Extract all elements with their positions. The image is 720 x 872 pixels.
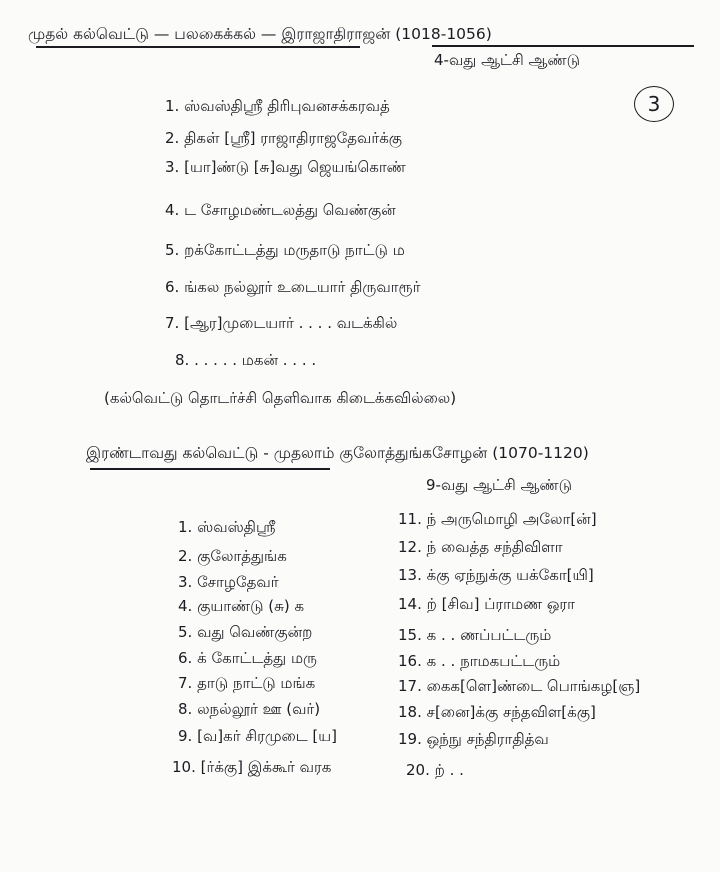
inscription-line: 1. ஸ்வஸ்திஸ்ரீ	[178, 518, 276, 536]
inscription-line: 9. [வ]கர் சிரமுடை [ய]	[178, 727, 337, 745]
first-inscription-note: (கல்வெட்டு தொடர்ச்சி தெளிவாக கிடைக்கவில்லை)	[104, 389, 457, 407]
inscription-line: 16. க . . நாமகபட்டரும்	[398, 652, 561, 670]
inscription-line: 20. ற் . .	[406, 761, 464, 779]
title-underline	[90, 468, 330, 470]
inscription-line: 15. க . . ணப்பட்டரும்	[398, 626, 552, 644]
inscription-line: 7. தாடு நாட்டு மங்க	[178, 674, 316, 692]
first-inscription-subtitle: 4-வது ஆட்சி ஆண்டு	[434, 51, 580, 69]
inscription-line: 2. திகள் [ஸ்ரீ] ராஜாதிராஜதேவர்க்கு	[165, 129, 403, 147]
inscription-line: 14. ற் [சிவ] ப்ராமண ஒரா	[398, 595, 576, 613]
inscription-line: 12. ந் வைத்த சந்திவிளா	[398, 538, 563, 556]
inscription-line: 2. குலோத்துங்க	[178, 547, 287, 565]
inscription-line: 1. ஸ்வஸ்திஸ்ரீ திரிபுவனசக்கரவத்	[165, 97, 390, 115]
page-number: 3	[634, 86, 674, 122]
inscription-line: 5. வது வெண்குன்ற	[178, 623, 313, 641]
inscription-line: 17. கைக[ளெ]ண்டை பொங்கழ[ஞ]	[398, 677, 641, 695]
inscription-line: 7. [ஆர]முடையார் . . . . வடக்கில்	[165, 314, 398, 332]
inscription-line: 19. ஒந்நு சந்திராதித்வ	[398, 730, 549, 748]
title-underline	[36, 46, 360, 48]
inscription-line: 4. குயாண்டு (சு) க	[178, 597, 305, 615]
inscription-line: 3. சோழதேவர்	[178, 573, 279, 591]
inscription-line: 10. [ர்க்கு] இக்கூர் வரக	[172, 758, 332, 776]
first-inscription-title: முதல் கல்வெட்டு — பலகைக்கல் — இராஜாதிராஜன் (1018-1056)	[28, 25, 492, 43]
second-inscription-title: இரண்டாவது கல்வெட்டு - முதலாம் குலோத்துங்கசோழன் (1070-1120)	[86, 444, 589, 462]
second-inscription-subtitle: 9-வது ஆட்சி ஆண்டு	[426, 476, 572, 494]
inscription-line: 6. க் கோட்டத்து மரு	[178, 649, 317, 667]
inscription-line: 18. ச[னை]க்கு சந்தவிள[க்கு]	[398, 703, 596, 721]
ruler-name-underline	[432, 45, 694, 47]
inscription-line: 4. ட சோழமண்டலத்து வெண்குன்	[165, 201, 396, 219]
inscription-line: 3. [யா]ண்டு [சு]வது ஜெயங்கொண்	[165, 158, 406, 176]
inscription-line: 13. க்கு ஏந்நுக்கு யக்கோ[யி]	[398, 566, 594, 584]
inscription-line: 6. ங்கல நல்லூர் உடையார் திருவாரூர்	[165, 278, 421, 296]
inscription-line: 8. லநல்லூர் ஊ (வர்)	[178, 700, 321, 718]
inscription-line: 8. . . . . . மகன் . . . .	[175, 351, 317, 369]
inscription-line: 5. றக்கோட்டத்து மருதாடு நாட்டு ம	[165, 241, 405, 259]
inscription-line: 11. ந் அருமொழி அலோ[ன்]	[398, 510, 597, 528]
